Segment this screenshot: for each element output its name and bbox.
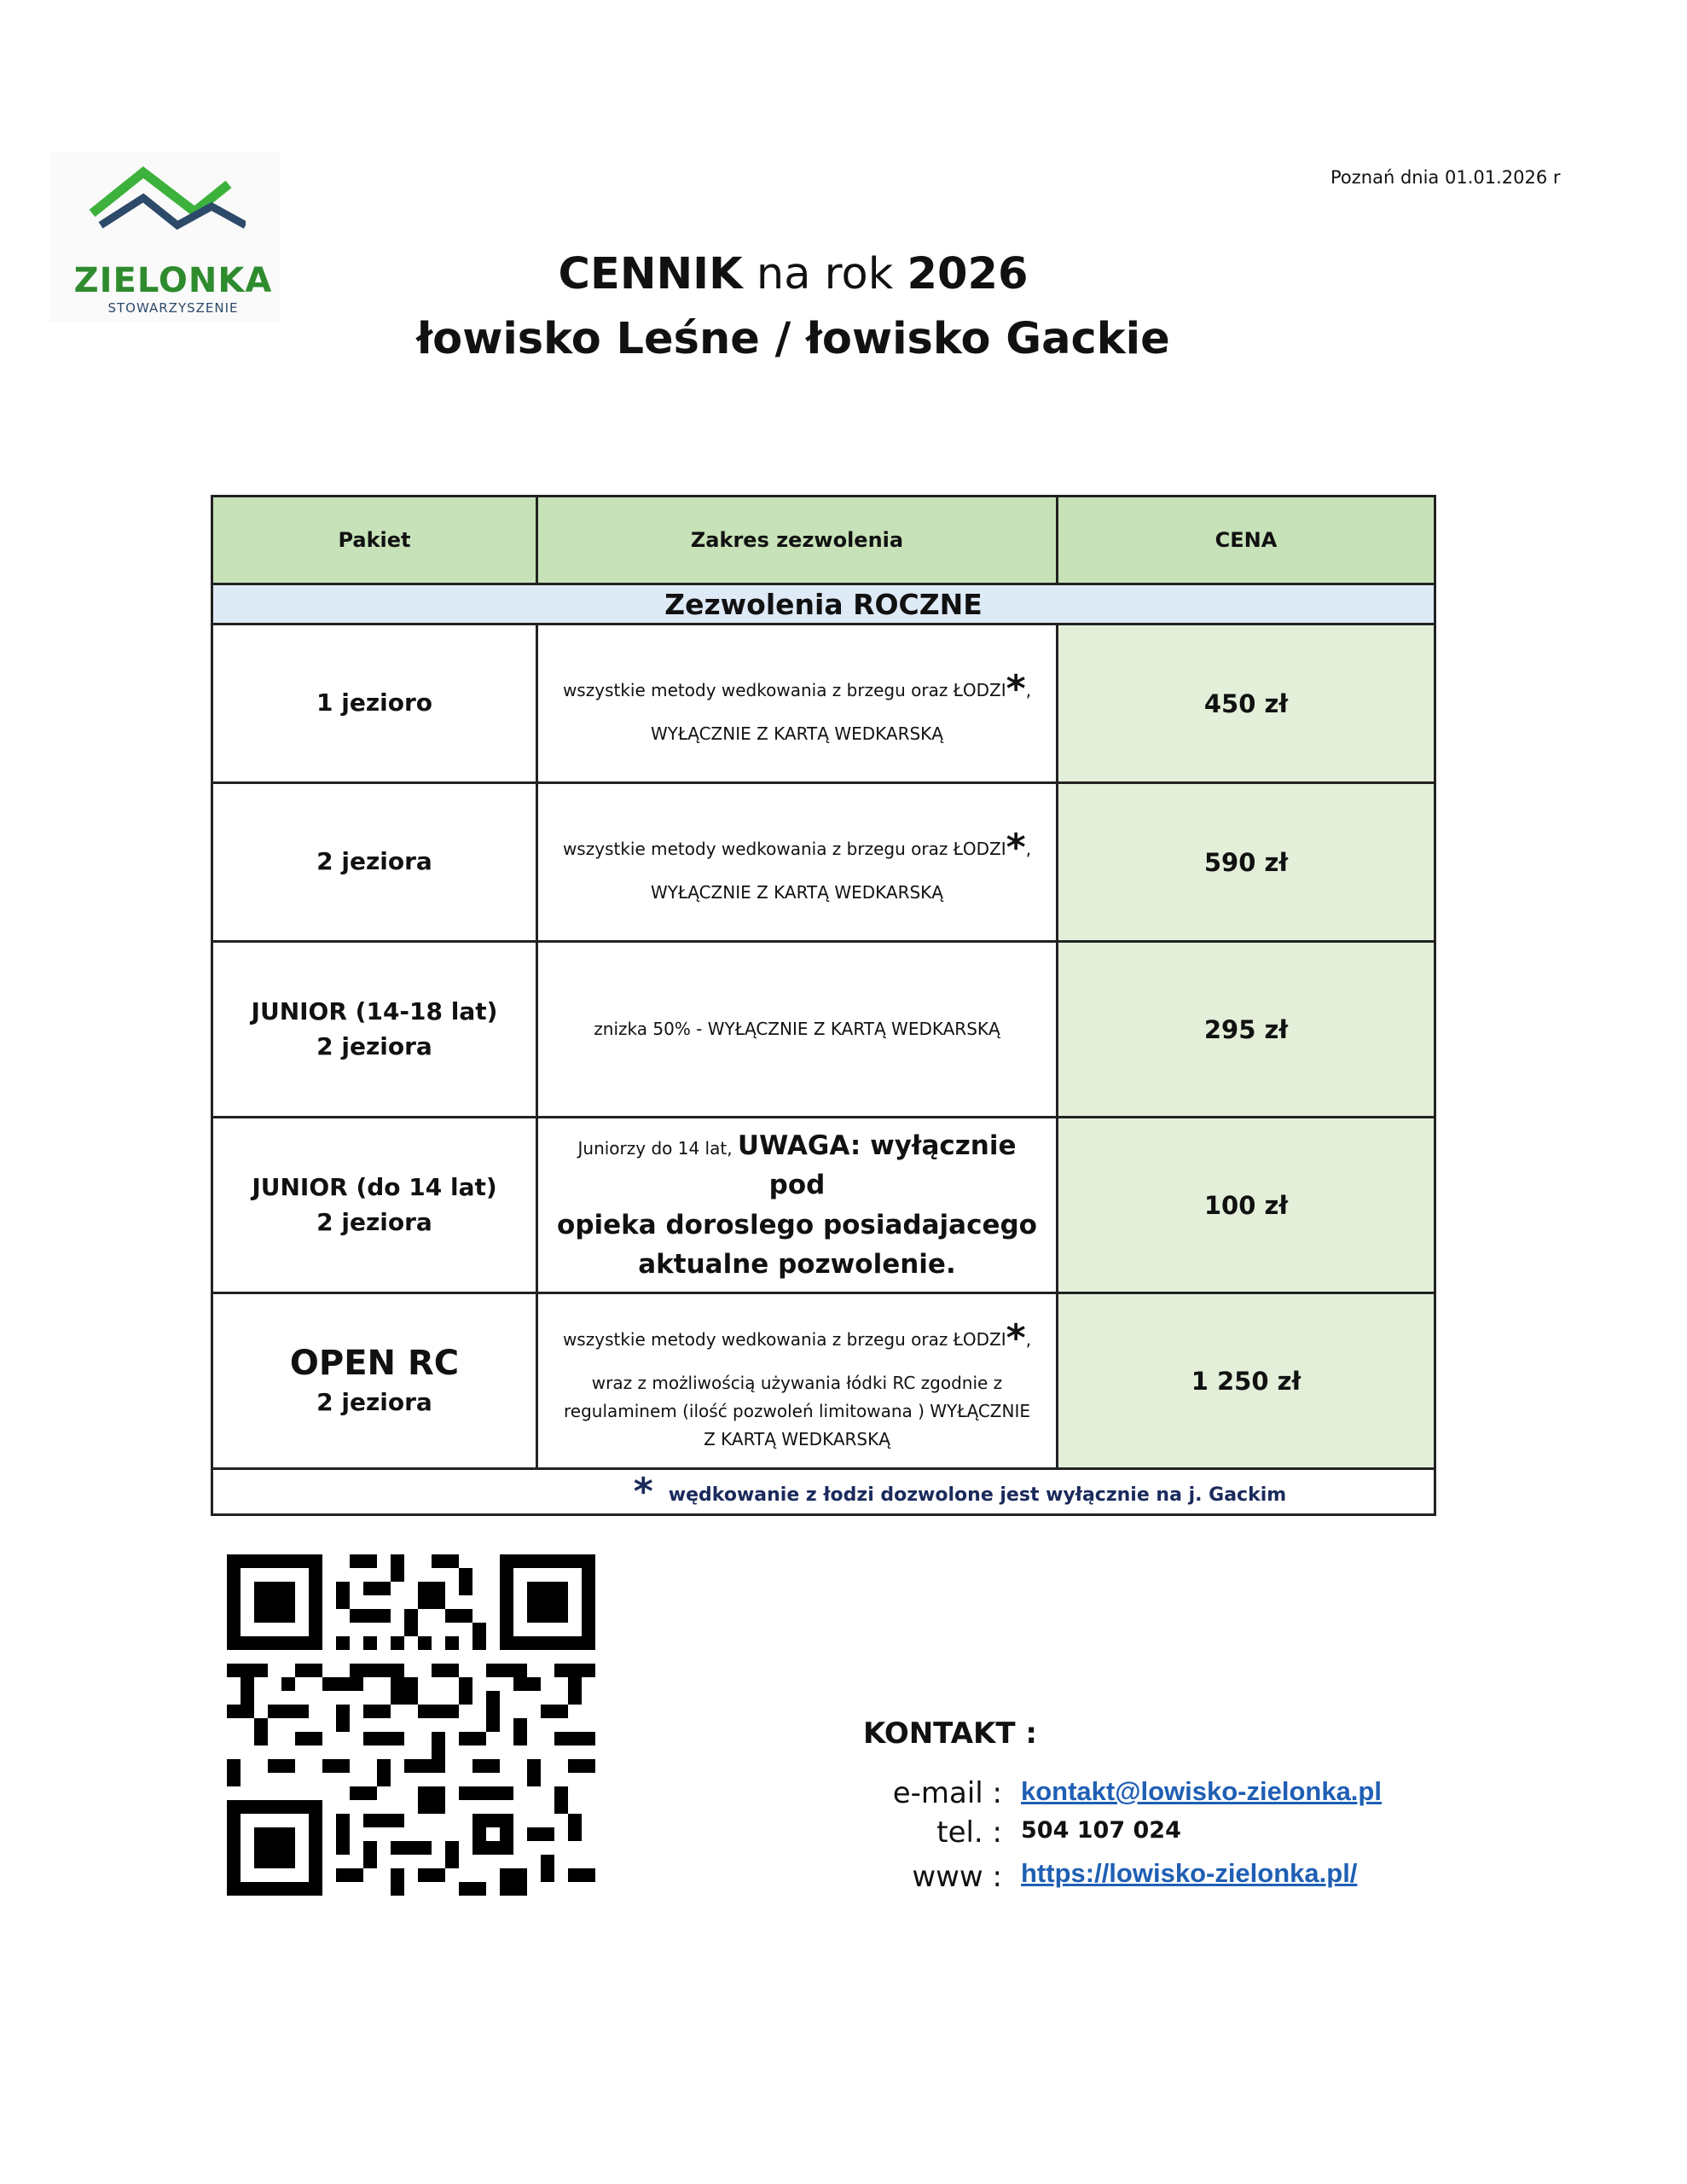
package-name: 2 jeziora [212, 783, 537, 942]
price-table [211, 495, 1436, 1516]
table-row [212, 1293, 1435, 1469]
permit-scope: Juniorzy do 14 lat, UWAGA: wyłącznie pod opieka doroslego posiadajacego aktualne pozwolenie. [537, 1118, 1058, 1293]
price: 450 zł [1058, 624, 1435, 783]
table-row [212, 1118, 1435, 1293]
header-zakres: Zakres zezwolenia [537, 497, 1058, 584]
table-row [212, 624, 1435, 783]
header-cena: CENA [1058, 497, 1435, 584]
logo-roof-icon [84, 164, 246, 266]
price: 295 zł [1058, 942, 1435, 1118]
footnote: * wędkowanie z łodzi dozwolone jest wyłącznie na j. Gackim [212, 1469, 1435, 1515]
table-row [212, 942, 1435, 1118]
permit-scope: znizka 50% - WYŁĄCZNIE Z KARTĄ WEDKARSKĄ [537, 942, 1058, 1118]
header-pakiet: Pakiet [212, 497, 537, 584]
www-label: www : [912, 1860, 1002, 1894]
price: 590 zł [1058, 783, 1435, 942]
qr-code-icon [227, 1554, 595, 1896]
email-link[interactable]: kontakt@lowisko-zielonka.pl [1021, 1776, 1382, 1806]
package-name: JUNIOR (do 14 lat) 2 jeziora [212, 1118, 537, 1293]
price: 100 zł [1058, 1118, 1435, 1293]
section-title: Zezwolenia ROCZNE [212, 584, 1435, 624]
table-row [212, 783, 1435, 942]
contact-heading: KONTAKT : [863, 1716, 1038, 1751]
logo-name: ZIELONKA [73, 261, 273, 300]
page-subtitle: łowisko Leśne / łowisko Gackie [416, 314, 1170, 364]
email-label: e-mail : [892, 1776, 1002, 1810]
permit-scope: wszystkie metody wedkowania z brzegu oraz ŁODZI*, WYŁĄCZNIE Z KARTĄ WEDKARSKĄ [537, 624, 1058, 783]
logo-subtitle: STOWARZYSZENIE [107, 300, 239, 316]
page-title: CENNIK na rok 2026 [558, 249, 1029, 299]
tel-label: tel. : [936, 1815, 1002, 1850]
www-link[interactable]: https://lowisko-zielonka.pl/ [1021, 1858, 1358, 1888]
permit-scope: wszystkie metody wedkowania z brzegu oraz ŁODZI*, wraz z możliwością używania łódki RC zgodnie z regulaminem (ilość pozwoleń limitowana ) WYŁĄCZNIE Z KARTĄ WEDKARSKĄ [537, 1293, 1058, 1469]
section-row [212, 584, 1435, 624]
tel-value: 504 107 024 [1021, 1817, 1181, 1844]
document-date: Poznań dnia 01.01.2026 r [1330, 167, 1561, 188]
permit-scope: wszystkie metody wedkowania z brzegu oraz ŁODZI*, WYŁĄCZNIE Z KARTĄ WEDKARSKĄ [537, 783, 1058, 942]
package-name: JUNIOR (14-18 lat) 2 jeziora [212, 942, 537, 1118]
zielonka-logo [49, 152, 280, 322]
package-name: OPEN RC 2 jeziora [212, 1293, 537, 1469]
footnote-row [212, 1469, 1435, 1515]
package-name: 1 jezioro [212, 624, 537, 783]
table-header-row [212, 497, 1435, 584]
price: 1 250 zł [1058, 1293, 1435, 1469]
